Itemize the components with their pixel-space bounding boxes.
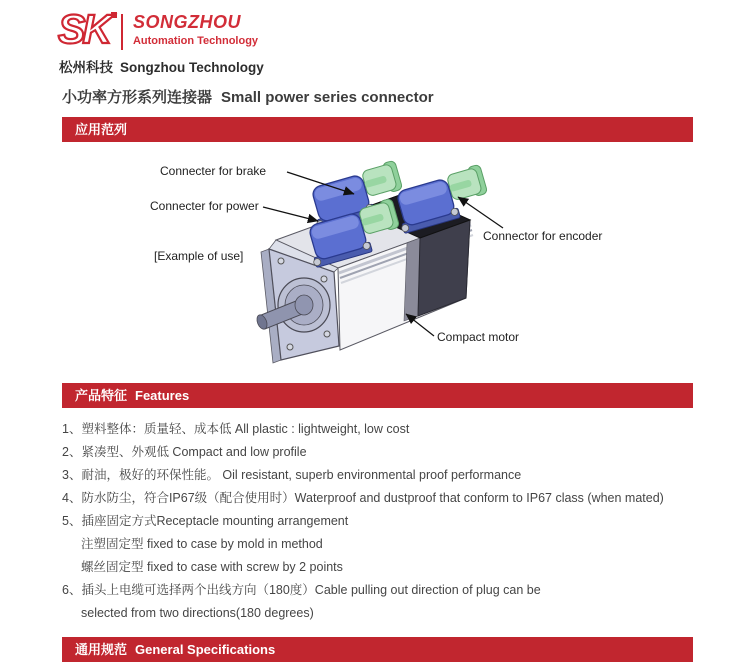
feature-subitem: 螺丝固定型 fixed to case with screw by 2 points xyxy=(81,560,343,574)
company-line xyxy=(59,56,264,76)
feature-item: 5、插座固定方式Receptacle mounting arrangement xyxy=(62,514,349,528)
page-title xyxy=(62,86,434,107)
label-connecter-for-brake: Connecter for brake xyxy=(160,164,267,178)
motor-illustration xyxy=(140,150,540,390)
section-bar-features-en: Features xyxy=(135,388,190,403)
section-bar-specs-en: General Specifications xyxy=(135,642,276,657)
label-example-of-use: [Example of use] xyxy=(154,249,244,263)
company-name-en: Songzhou Technology xyxy=(120,60,264,75)
page-title-cn: 小功率方形系列连接器 xyxy=(62,89,213,106)
sk-logo-text: SK xyxy=(58,6,109,52)
logo-divider xyxy=(121,14,123,50)
feature-subitem: 注塑固定型 fixed to case by mold in method xyxy=(81,537,323,551)
brand-text-block xyxy=(133,13,258,47)
section-bar-specs-cn: 通用规范 xyxy=(75,642,128,657)
brand-name: SONGZHOU xyxy=(132,12,241,32)
feature-item: 2、紧凑型、外观低 Compact and low profile xyxy=(62,445,307,459)
label-compact-motor: Compact motor xyxy=(437,330,520,344)
company-name-cn: 松州科技 xyxy=(59,60,113,75)
page-title-en: Small power series connector xyxy=(221,89,434,106)
section-bar-features-cn: 产品特征 xyxy=(75,388,128,403)
brand-header xyxy=(58,6,259,52)
encoder-connector-shape xyxy=(391,164,493,234)
label-connecter-for-power: Connecter for power xyxy=(150,199,259,213)
brand-subtitle: Automation Technology xyxy=(132,34,259,47)
label-connector-for-encoder: Connector for encoder xyxy=(483,229,603,243)
power-arrow xyxy=(263,207,318,221)
feature-subitem: selected from two directions(180 degrees) xyxy=(81,606,314,620)
sk-logo-icon xyxy=(58,6,119,52)
features-list xyxy=(62,422,687,629)
feature-item: 6、插头上电缆可选择两个出线方向（180度）Cable pulling out direction of plug can be xyxy=(62,583,541,597)
section-bar-features xyxy=(62,383,693,408)
section-bar-general-specifications xyxy=(62,637,693,662)
feature-item: 1、塑料整体：质量轻、成本低 All plastic : lightweight, low cost xyxy=(62,422,410,436)
feature-item: 3、耐油，极好的环保性能。 Oil resistant, superb environmental proof performance xyxy=(62,468,522,482)
feature-item: 4、防水防尘，符合IP67级（配合使用时）Waterproof and dustproof that conform to IP67 class (when mated) xyxy=(62,491,664,505)
section-bar-application-cn: 应用范列 xyxy=(75,122,128,137)
logo-dot-icon xyxy=(111,12,117,18)
section-bar-application xyxy=(62,117,693,142)
